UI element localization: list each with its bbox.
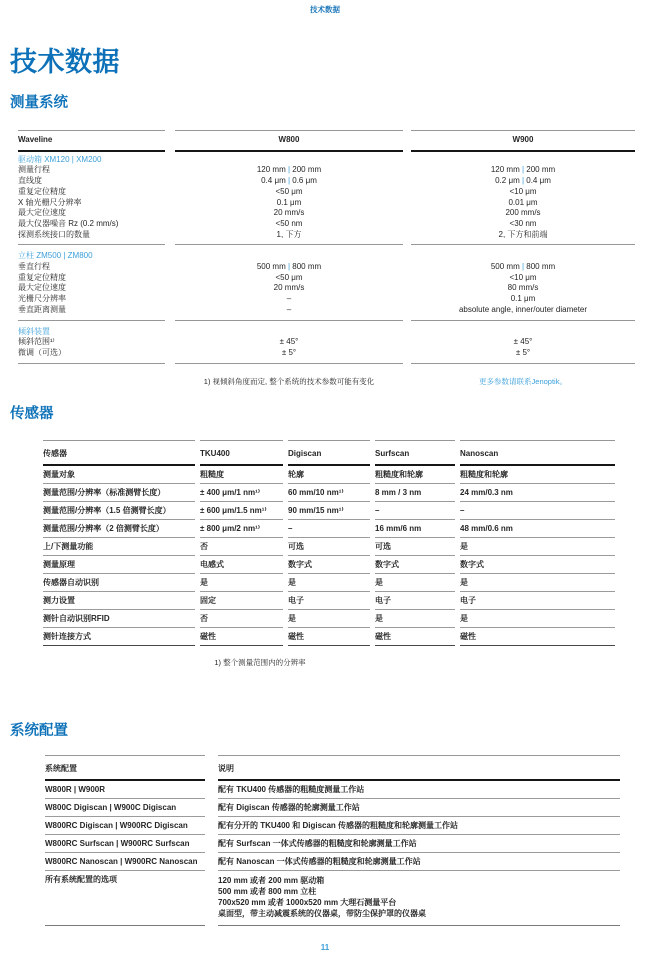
cell-nanoscan: – — [460, 502, 615, 520]
system-config-table — [45, 755, 620, 926]
config-label: W800C Digiscan | W900C Digiscan — [45, 799, 205, 817]
spec-value-w800: 500 mm | 800 mm — [256, 262, 322, 272]
config-description: 配有分开的 TKU400 和 Digiscan 传感器的粗糙度和轮廓测量工作站 — [218, 817, 620, 835]
cell-tku400: 粗糙度 — [200, 466, 283, 484]
cell-nanoscan: 是 — [460, 610, 615, 628]
spec-label: 微调（可选） — [18, 347, 66, 357]
spec-value-w900: 0.1 μm — [510, 294, 536, 304]
table-bottom-rule — [18, 363, 635, 364]
cell-digiscan: 可选 — [288, 538, 370, 556]
column-header-nanoscan: Nanoscan — [460, 440, 615, 466]
cell-nanoscan: 数字式 — [460, 556, 615, 574]
cell-digiscan: 60 mm/10 nm¹⁾ — [288, 484, 370, 502]
spec-label: 最大定位速度 — [18, 283, 66, 293]
spec-value-w800: <50 μm — [275, 272, 303, 282]
spec-value-w900: 0.2 μm | 0.4 μm — [495, 176, 551, 186]
table-section-title: 立柱 ZM500 | ZM800 — [18, 251, 93, 261]
spec-label: 直线度 — [18, 176, 42, 186]
spec-label: 测量范围/分辨率（2 倍测臂长度） — [43, 520, 195, 538]
spec-label: X 轴光栅尺分辨率 — [18, 197, 82, 207]
cell-tku400: 否 — [200, 538, 283, 556]
spec-label: 测量对象 — [43, 466, 195, 484]
cell-tku400: 否 — [200, 610, 283, 628]
cell-surfscan: 是 — [375, 610, 455, 628]
table-row — [45, 781, 620, 799]
section-divider — [18, 244, 635, 245]
table-row — [43, 556, 620, 574]
spec-label: 探测系统接口的数量 — [18, 229, 90, 239]
spec-value-w900: absolute angle, inner/outer diameter — [458, 304, 588, 314]
section-drive-unit — [18, 152, 635, 241]
table-row — [43, 574, 620, 592]
option-line: 桌面型，带主动减震系统的仪器桌，带防尘保护罩的仪器桌 — [218, 909, 426, 918]
spec-value-w800: ± 45° — [279, 337, 299, 347]
cell-tku400: 是 — [200, 574, 283, 592]
spec-value-w800: 20 mm/s — [273, 208, 305, 218]
table-row-options — [45, 871, 620, 926]
page-number: 11 — [320, 943, 330, 952]
table-row — [45, 835, 620, 853]
table-row — [43, 484, 620, 502]
table-row — [18, 337, 635, 348]
spec-label: 最大仪器噪音 Rz (0.2 mm/s) — [18, 218, 119, 228]
column-header-surfscan: Surfscan — [375, 440, 455, 466]
spec-value-w900: 80 mm/s — [507, 283, 539, 293]
column-header-waveline: Waveline — [18, 130, 165, 152]
table-row — [18, 165, 635, 176]
table-row — [18, 176, 635, 187]
column-header-config: 系统配置 — [45, 755, 205, 781]
sensors-table — [43, 440, 620, 668]
column-header-tku400: TKU400 — [200, 440, 283, 466]
cell-nanoscan: 是 — [460, 538, 615, 556]
table-row — [45, 817, 620, 835]
cell-tku400: 固定 — [200, 592, 283, 610]
page-title: 技术数据 — [10, 47, 120, 77]
spec-value-w900: <10 μm — [509, 186, 537, 196]
column-header-description: 说明 — [218, 755, 620, 781]
option-line: 500 mm 或者 800 mm 立柱 — [218, 887, 317, 896]
cell-surfscan: 可选 — [375, 538, 455, 556]
config-label: W800RC Digiscan | W900RC Digiscan — [45, 817, 205, 835]
cell-surfscan: 粗糙度和轮廓 — [375, 466, 455, 484]
cell-nanoscan: 是 — [460, 574, 615, 592]
spec-value-w800: 0.1 μm — [276, 197, 302, 207]
spec-value-w800: 120 mm | 200 mm — [256, 165, 322, 175]
spec-value-w900: 0.01 μm — [508, 197, 538, 207]
table-header-row — [18, 130, 635, 152]
table-row — [43, 502, 620, 520]
cell-surfscan: 是 — [375, 574, 455, 592]
table-row — [43, 538, 620, 556]
section-heading-sensors: 传感器 — [10, 406, 54, 422]
cell-surfscan: 磁性 — [375, 628, 455, 646]
column-header-w900: W900 — [411, 130, 635, 152]
spec-label: 测量行程 — [18, 165, 50, 175]
config-description: 配有 Nanoscan 一体式传感器的粗糙度和轮廓测量工作站 — [218, 853, 620, 871]
spec-value-w900: ± 5° — [515, 347, 531, 357]
config-label: W800R | W900R — [45, 781, 205, 799]
option-line: 120 mm 或者 200 mm 驱动箱 — [218, 876, 325, 885]
cell-digiscan: 轮廓 — [288, 466, 370, 484]
table-header-row — [45, 755, 620, 781]
spec-label: 重复定位精度 — [18, 186, 66, 196]
config-label: W800RC Nanoscan | W900RC Nanoscan — [45, 853, 205, 871]
spec-value-w800: <50 μm — [275, 186, 303, 196]
spec-label: 测量范围/分辨率（1.5 倍测臂长度） — [43, 502, 195, 520]
spec-value-w900: 120 mm | 200 mm — [490, 165, 556, 175]
table-row — [43, 520, 620, 538]
config-label: W800RC Surfscan | W900RC Surfscan — [45, 835, 205, 853]
config-options-list — [218, 871, 620, 926]
spec-label: 测量范围/分辨率（标准测臂长度） — [43, 484, 195, 502]
table-row — [45, 853, 620, 871]
cell-digiscan: 电子 — [288, 592, 370, 610]
table-row — [18, 187, 635, 198]
cell-nanoscan: 48 mm/0.6 nm — [460, 520, 615, 538]
column-header-digiscan: Digiscan — [288, 440, 370, 466]
spec-value-w900: <10 μm — [509, 272, 537, 282]
spec-label: 垂直行程 — [18, 262, 50, 272]
cell-nanoscan: 电子 — [460, 592, 615, 610]
table-row — [43, 610, 620, 628]
spec-label: 倾斜范围¹⁾ — [18, 337, 55, 347]
measurement-system-table — [18, 130, 635, 387]
cell-surfscan: 8 mm / 3 nm — [375, 484, 455, 502]
spec-value-w800: – — [286, 294, 292, 304]
spec-label: 上/下测量功能 — [43, 538, 195, 556]
table-row — [18, 198, 635, 209]
running-header: 技术数据 — [310, 5, 340, 14]
cell-surfscan: – — [375, 502, 455, 520]
table-row — [43, 628, 620, 646]
cell-surfscan: 电子 — [375, 592, 455, 610]
spec-label: 测针自动识别RFID — [43, 610, 195, 628]
spec-label: 垂直距离测量 — [18, 304, 66, 314]
cell-digiscan: – — [288, 520, 370, 538]
spec-value-w800: 1, 下方 — [276, 229, 302, 239]
cell-nanoscan: 粗糙度和轮廓 — [460, 466, 615, 484]
contact-jenoptik-link[interactable]: 更多参数请联系Jenoptik。 — [479, 376, 567, 386]
spec-value-w800: – — [286, 304, 292, 314]
section-divider — [18, 320, 635, 321]
spec-value-w800: ± 5° — [281, 347, 297, 357]
cell-digiscan: 是 — [288, 574, 370, 592]
cell-tku400: ± 600 μm/1.5 nm¹⁾ — [200, 502, 283, 520]
table-header-row — [43, 440, 620, 466]
spec-value-w900: ± 45° — [513, 337, 533, 347]
table-row — [18, 305, 635, 316]
spec-value-w800: 0.4 μm | 0.6 μm — [261, 176, 317, 186]
spec-value-w800: <50 nm — [275, 218, 303, 228]
spec-label: 测量原理 — [43, 556, 195, 574]
table-row — [18, 219, 635, 230]
cell-tku400: 磁性 — [200, 628, 283, 646]
spec-label: 测力设置 — [43, 592, 195, 610]
table-footnotes — [18, 377, 635, 388]
column-header-sensor: 传感器 — [43, 440, 195, 466]
spec-value-w900: 2, 下方和前端 — [498, 229, 548, 239]
table-row — [18, 273, 635, 284]
table-row — [18, 348, 635, 359]
footnote-tilt: 1) 视倾斜角度而定, 整个系统的技术参数可能有变化 — [203, 376, 375, 386]
section-column — [18, 248, 635, 315]
cell-nanoscan: 24 mm/0.3 nm — [460, 484, 615, 502]
spec-value-w900: 500 mm | 800 mm — [490, 262, 556, 272]
option-line: 700x520 mm 或者 1000x520 mm 大理石测量平台 — [218, 898, 397, 907]
table-section-title: 倾斜装置 — [18, 326, 50, 336]
column-header-w800: W800 — [175, 130, 403, 152]
table-row — [18, 294, 635, 305]
cell-nanoscan: 磁性 — [460, 628, 615, 646]
cell-tku400: ± 800 μm/2 nm¹⁾ — [200, 520, 283, 538]
table-row — [18, 283, 635, 294]
table-row — [45, 799, 620, 817]
config-description: 配有 Surfscan 一体式传感器的粗糙度和轮廓测量工作站 — [218, 835, 620, 853]
section-heading-measurement-system: 测量系统 — [10, 95, 68, 111]
cell-digiscan: 磁性 — [288, 628, 370, 646]
cell-digiscan: 90 mm/15 nm¹⁾ — [288, 502, 370, 520]
spec-label: 最大定位速度 — [18, 208, 66, 218]
spec-value-w800: 20 mm/s — [273, 283, 305, 293]
table-row — [18, 262, 635, 273]
spec-value-w900: 200 mm/s — [505, 208, 541, 218]
spec-label: 光栅尺分辨率 — [18, 294, 66, 304]
table-row — [18, 208, 635, 219]
config-label: 所有系统配置的选项 — [45, 871, 205, 926]
footnote-resolution: 1) 整个测量范围内的分辨率 — [214, 658, 306, 667]
cell-tku400: ± 400 μm/1 nm¹⁾ — [200, 484, 283, 502]
spec-label: 测针连接方式 — [43, 628, 195, 646]
cell-surfscan: 16 mm/6 nm — [375, 520, 455, 538]
table-row — [43, 592, 620, 610]
table-section-title: 驱动箱 XM120 | XM200 — [18, 154, 102, 164]
cell-digiscan: 数字式 — [288, 556, 370, 574]
config-description: 配有 TKU400 传感器的粗糙度测量工作站 — [218, 781, 620, 799]
section-heading-system-config: 系统配置 — [10, 723, 68, 739]
spec-label: 传感器自动识别 — [43, 574, 195, 592]
table-row — [43, 466, 620, 484]
spec-value-w900: <30 nm — [509, 218, 537, 228]
section-tilt-unit — [18, 324, 635, 359]
config-description: 配有 Digiscan 传感器的轮廓测量工作站 — [218, 799, 620, 817]
spec-label: 重复定位精度 — [18, 272, 66, 282]
cell-tku400: 电感式 — [200, 556, 283, 574]
cell-digiscan: 是 — [288, 610, 370, 628]
table-row — [18, 230, 635, 241]
cell-surfscan: 数字式 — [375, 556, 455, 574]
